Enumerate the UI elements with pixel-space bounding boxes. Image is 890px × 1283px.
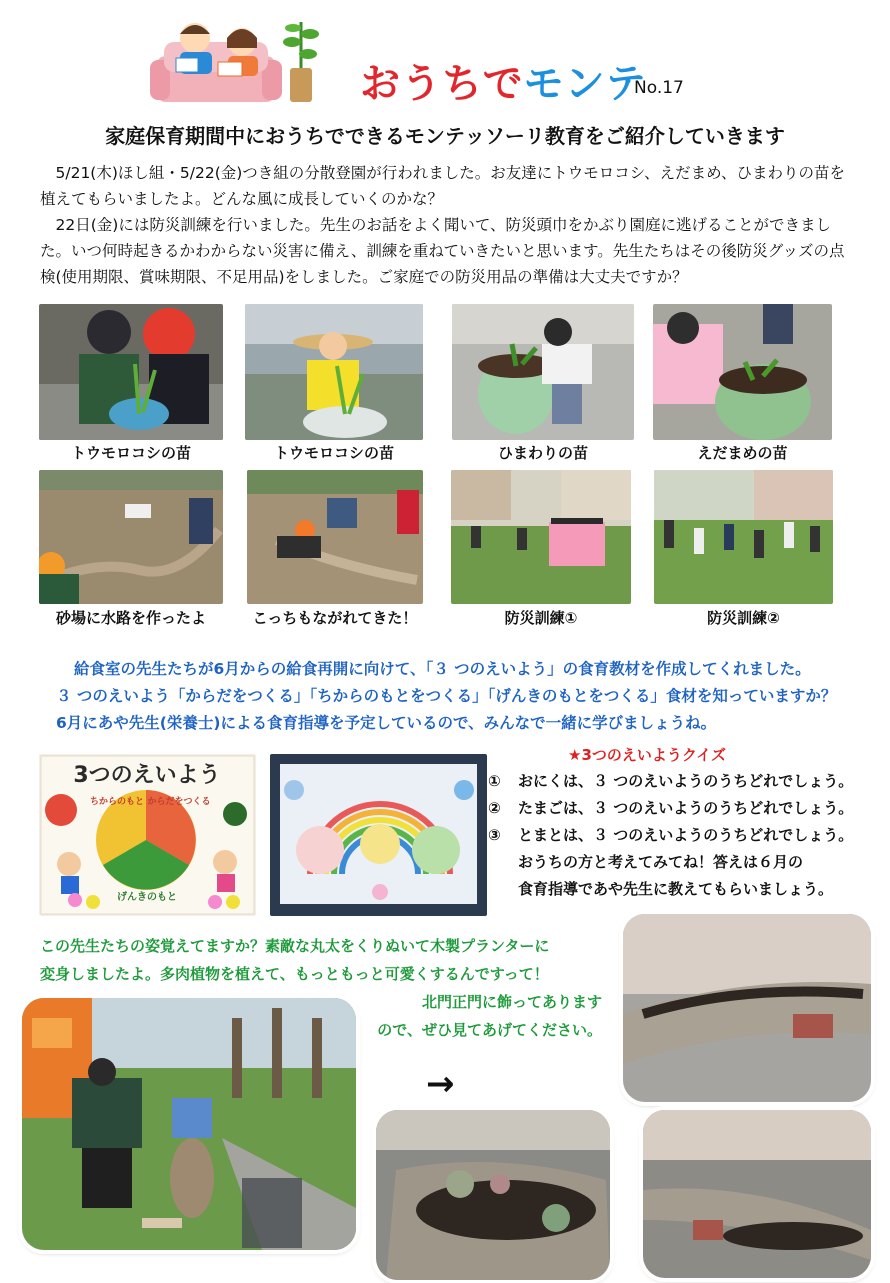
photo-planter-wall: [623, 914, 871, 1102]
photo-teachers-carving: [22, 998, 356, 1250]
poster-1-label-2: からだをつくる: [147, 797, 211, 807]
photo-edamame: [653, 304, 832, 440]
nutrition-text: [40, 656, 860, 737]
caption-sandbox-2: こっちもながれてきた！: [252, 609, 418, 627]
poster-1-label-1: ちからのもと: [89, 797, 145, 807]
quiz-note-2: 食育指導であや先生に教えてもらいましょう。: [518, 880, 834, 898]
photo-sunflower: [452, 304, 634, 440]
intro-paragraph-1: 5/21(木)ほし組・5/22(金)つき組の分散登園が行われました。お友達にトウモロコシ、えだまめ、ひまわりの苗を植えてもらいましたよ。どんな風に成長していくのかな？: [40, 164, 845, 208]
quiz-question-2: たまごは、３ つのえいようのうちどれでしょう。: [518, 799, 854, 817]
planter-line-3: 北門正門に飾ってあります: [421, 993, 602, 1011]
nutrition-line-2: ３ つのえいよう「からだをつくる」「ちからのもとをつくる」「げんきのもとをつくる」食材を知っていますか？: [56, 687, 837, 705]
quiz-question-3: とまとは、３ つのえいようのうちどれでしょう。: [518, 826, 854, 844]
caption-sunflower: ひまわりの苗: [497, 444, 588, 462]
planter-text: [40, 932, 549, 988]
arrow-right: →: [426, 1064, 455, 1104]
title-part1: おうちで: [360, 61, 524, 107]
photo-planter-row: [643, 1110, 871, 1278]
nutrition-line-1: 給食室の先生たちが6月からの給食再開に向けて、「３ つのえいよう」の食育教材を作成してくれました。: [74, 660, 811, 678]
poster-1-title: 3つのえいよう: [73, 763, 221, 788]
caption-drill-2: 防災訓練②: [707, 609, 780, 627]
photo-drill-2: [654, 470, 833, 604]
quiz-number-2: ②: [488, 799, 501, 817]
nutrition-poster-1: [39, 754, 256, 916]
planter-line-1: この先生たちの姿覚えてますか？素敵な丸太をくりぬいて木製プランターに: [40, 937, 550, 955]
planter-line-2: 変身しましたよ。多肉植物を植えて、もっともっと可愛くするんですって！: [40, 965, 549, 983]
caption-sandbox-1: 砂場に水路を作ったよ: [55, 609, 206, 627]
planter-line-4: ので、ぜひ見てあげてください。: [377, 1021, 602, 1039]
poster-1-label-3: げんきのもと: [117, 892, 177, 903]
photo-sandbox-2: [247, 470, 423, 604]
quiz-question-1: おにくは、３ つのえいようのうちどれでしょう。: [518, 772, 854, 790]
quiz-list: [488, 768, 868, 903]
quiz-number-1: ①: [488, 772, 501, 790]
photo-sandbox-1: [39, 470, 223, 604]
quiz-item-3: [488, 822, 868, 849]
kids-reading-illustration: [150, 8, 320, 106]
quiz-item-2: [488, 795, 868, 822]
caption-edamame: えだまめの苗: [697, 444, 788, 462]
newsletter-title: [360, 52, 647, 109]
photo-corn-1: [39, 304, 223, 440]
quiz-number-3: ③: [488, 826, 501, 844]
title-part2: モンテ: [523, 61, 647, 107]
quiz-item-1: [488, 768, 868, 795]
nutrition-poster-2: [270, 754, 487, 916]
photo-corn-2: [245, 304, 423, 440]
intro-text: [40, 160, 850, 290]
caption-corn-1: トウモロコシの苗: [70, 444, 191, 462]
nutrition-line-3: 6月にあや先生(栄養士)による食育指導を予定しているので、みんなで一緒に学びましょうね。: [56, 714, 717, 732]
quiz-note-1: おうちの方と考えてみてね！答えは６月の: [518, 853, 804, 871]
subtitle: 家庭保育期間中におうちでできるモンテッソーリ教育をご紹介していきます: [105, 124, 785, 148]
caption-corn-2: トウモロコシの苗: [273, 444, 394, 462]
intro-paragraph-2: 22日(金)には防災訓練を行いました。先生のお話をよく聞いて、防災頭巾をかぶり園庭に逃げることができました。いつ何時起きるかわからない災害に備え、訓練を重ねていきたいと思います。先生たちはその後防災グッズの点検(使用期限、賞味期限、不足用品)をしました。ご家庭での防災用品の準備は大丈夫ですか？: [40, 216, 845, 286]
issue-number: No.17: [634, 78, 684, 98]
photo-planter-closeup: [376, 1110, 610, 1280]
planter-text-2: [372, 988, 602, 1044]
photo-drill-1: [451, 470, 631, 604]
quiz-title: ★3つのえいようクイズ: [568, 746, 726, 764]
caption-drill-1: 防災訓練①: [504, 609, 578, 627]
